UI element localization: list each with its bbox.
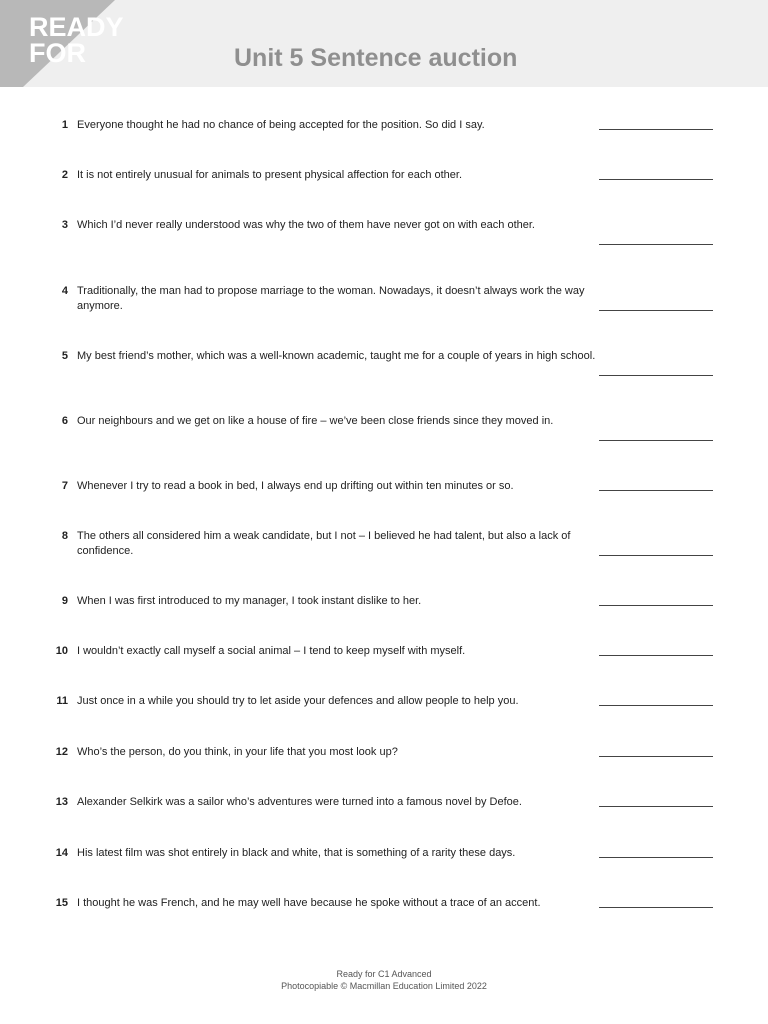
sentence-number: 5 [61,350,68,362]
answer-line[interactable] [599,440,713,441]
sentence-number: 15 [55,897,68,909]
answer-line[interactable] [599,490,713,491]
sentence-number: 14 [55,847,68,859]
sentence-text: Everyone thought he had no chance of being accepted for the position. So did I say. [77,119,485,131]
sentence-item [48,168,713,208]
answer-line[interactable] [599,375,713,376]
sentence-number: 8 [61,530,68,542]
sentence-text: Just once in a while you should try to let aside your defences and allow people to help you. [77,695,519,707]
answer-line[interactable] [599,857,713,858]
answer-line[interactable] [599,655,713,656]
sentence-item [48,479,713,519]
page-title: Unit 5 Sentence auction [234,44,518,72]
sentence-number: 4 [61,285,68,297]
sentence-item [48,694,713,734]
sentence-item [48,846,713,886]
sentence-text: I thought he was French, and he may well have because he spoke without a trace of an accent. [77,897,541,909]
sentence-number: 13 [55,796,68,808]
sentence-text: Our neighbours and we get on like a house of fire – we’ve been close friends since they moved in. [77,415,554,427]
sentence-number: 7 [61,480,68,492]
sentence-item [48,218,713,258]
sentence-number: 3 [61,219,68,231]
answer-line[interactable] [599,907,713,908]
sentence-number: 9 [61,595,68,607]
sentence-item [48,795,713,835]
sentence-text: It is not entirely unusual for animals to present physical affection for each other. [77,169,463,181]
sentence-item [48,594,713,634]
logo-line-1: READY [29,12,124,42]
sentence-item [48,349,713,389]
sentence-number: 6 [61,415,68,427]
sentence-text: When I was first introduced to my manager, I took instant dislike to her. [77,595,422,607]
sentence-item [48,118,713,158]
answer-line[interactable] [599,129,713,130]
sentence-text: I wouldn’t exactly call myself a social animal – I tend to keep myself with myself. [77,645,466,657]
answer-line[interactable] [599,179,713,180]
sentence-number: 2 [61,169,68,181]
sentence-text: Traditionally, the man had to propose marriage to the woman. Nowadays, it doesn’t always work the way anymore. [77,285,585,312]
answer-line[interactable] [599,756,713,757]
ready-for-logo [29,14,124,66]
sentence-item [48,745,713,785]
sentence-item [48,284,713,324]
footer [0,968,768,992]
sentence-text: Who’s the person, do you think, in your life that you most look up? [77,746,398,758]
sentence-item [48,896,713,936]
logo-line-2: FOR [29,38,86,68]
footer-book-title: Ready for C1 Advanced [336,969,432,979]
sentence-text: My best friend’s mother, which was a well-known academic, taught me for a couple of years in high school. [77,350,596,362]
answer-line[interactable] [599,555,713,556]
answer-line[interactable] [599,806,713,807]
footer-copyright: Photocopiable © Macmillan Education Limited 2022 [281,981,487,991]
sentence-number: 12 [55,746,68,758]
answer-line[interactable] [599,605,713,606]
answer-line[interactable] [599,705,713,706]
sentence-number: 11 [56,695,68,707]
sentence-text: The others all considered him a weak candidate, but I not – I believed he had talent, but also a lack of confidence. [77,530,571,557]
answer-line[interactable] [599,244,713,245]
sentence-text: Which I’d never really understood was why the two of them have never got on with each other. [77,219,535,231]
sentence-text: Whenever I try to read a book in bed, I always end up drifting out within ten minutes or so. [77,480,514,492]
sentence-text: His latest film was shot entirely in black and white, that is something of a rarity these days. [77,847,516,859]
sentence-number: 10 [55,645,68,657]
sentence-text: Alexander Selkirk was a sailor who’s adventures were turned into a famous novel by Defoe. [77,796,522,808]
sentence-item [48,414,713,454]
answer-line[interactable] [599,310,713,311]
sentence-item [48,644,713,684]
sentence-number: 1 [61,119,68,131]
sentence-item [48,529,713,569]
page-header [0,0,768,87]
